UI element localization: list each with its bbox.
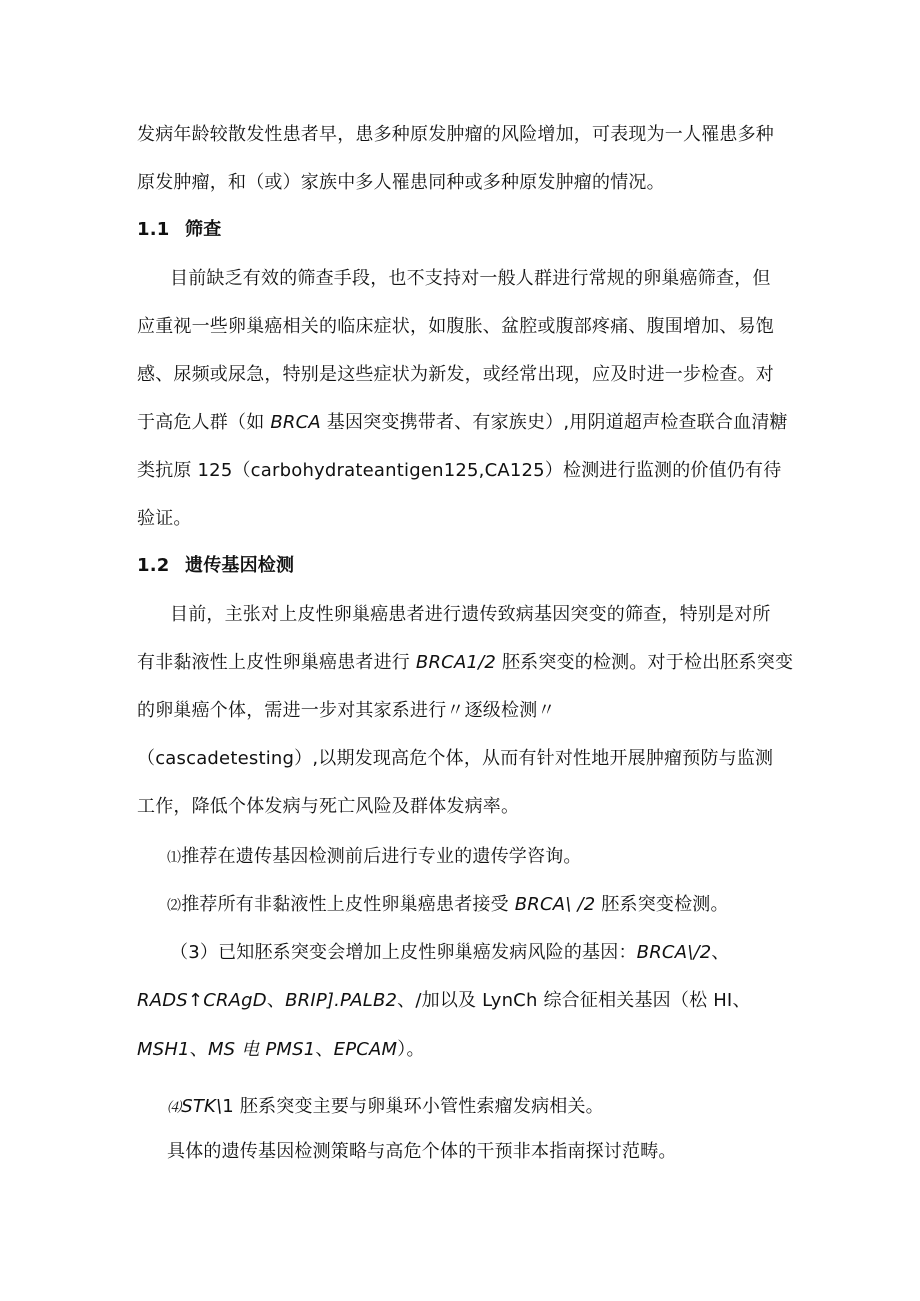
section-heading-1-1 <box>137 217 221 243</box>
list-item <box>167 844 582 871</box>
paragraph-line: 类抗原 125（carbohydrateantigen125,CA125）检测进行监测的价值仍有待 <box>137 460 782 481</box>
section-number: 1.1 <box>137 219 170 240</box>
text-run: 、 <box>315 1039 334 1060</box>
gene-name: STK\ <box>181 1096 223 1117</box>
paragraph-line: （cascadetesting）,以期发现高危个体，从而有针对性地开展肿瘤预防与监测 <box>137 748 774 769</box>
text-run: 有非黏液性上皮性卵巢癌患者进行 <box>137 652 416 673</box>
paragraph-line: 工作，降低个体发病与死亡风险及群体发病率。 <box>137 796 520 817</box>
text-run: 推荐所有非黏液性上皮性卵巢癌患者接受 <box>181 894 515 915</box>
closing-sentence: 具体的遗传基因检测策略与高危个体的干预非本指南探讨范畴。 <box>167 1141 677 1162</box>
paragraph-line: 感、尿频或尿急，特别是这些症状为新发，或经常出现，应及时进一步检查。对 <box>137 364 774 385</box>
gene-name: EPCAM <box>333 1039 398 1060</box>
gene-name: MS 电 PMS1 <box>207 1039 316 1060</box>
text-run: 于高危人群（如 <box>137 412 271 433</box>
paragraph-line: 应重视一些卵巢癌相关的临床症状，如腹胀、盆腔或腹部疼痛、腹围增加、易饱 <box>137 316 774 337</box>
list-item <box>170 940 730 966</box>
paragraph-line: 目前，主张对上皮性卵巢癌患者进行遗传致病基因突变的筛查，特别是对所 <box>170 604 771 625</box>
paragraph-line <box>137 650 793 676</box>
section-title: 筛查 <box>185 219 222 240</box>
list-item <box>167 1094 604 1121</box>
gene-name: BRCA <box>270 412 321 433</box>
section-title: 遗传基因检测 <box>185 555 295 576</box>
gene-name: BRCA\/2 <box>636 942 712 963</box>
gene-name: MSH1 <box>137 1039 190 1060</box>
text-run: 、 <box>189 1039 208 1060</box>
list-item <box>167 892 729 919</box>
section-number: 1.2 <box>137 555 170 576</box>
text-run: 基因突变携带者、有家族史）,用阴道超声检查联合血清糖 <box>320 412 788 433</box>
paragraph-line: 的卵巢癌个体，需进一步对其家系进行〃逐级检测〃 <box>137 700 556 721</box>
text-run: 、/加以及 LynCh 综合征相关基因（松 HI、 <box>397 990 751 1011</box>
text-run: 胚系突变检测。 <box>595 894 729 915</box>
list-number: ⑷ <box>167 1100 182 1116</box>
gene-name: BRCA\ /2 <box>514 894 596 915</box>
text-run: 胚系突变的检测。对于检出胚系突变 <box>496 652 794 673</box>
text-run: 推荐在遗传基因检测前后进行专业的遗传学咨询。 <box>181 846 582 867</box>
gene-name: BRIP].PALB2 <box>285 990 398 1011</box>
list-number: ⑴ <box>167 850 182 866</box>
list-item-continuation <box>137 1037 425 1063</box>
list-number: ⑵ <box>167 898 182 914</box>
paragraph-line: 目前缺乏有效的筛查手段，也不支持对一般人群进行常规的卵巢癌筛查，但 <box>170 268 771 289</box>
list-number: （3） <box>170 942 219 963</box>
intro-line-1: 发病年龄较散发性患者早，患多种原发肿瘤的风险增加，可表现为一人罹患多种 <box>137 124 774 145</box>
text-run: 已知胚系突变会增加上皮性卵巢癌发病风险的基因： <box>218 942 637 963</box>
text-run: 1 胚系突变主要与卵巢环小管性索瘤发病相关。 <box>222 1096 604 1117</box>
text-run: ）。 <box>397 1039 425 1060</box>
gene-name: RADS↑CRAgD <box>137 990 267 1011</box>
gene-name: BRCA1/2 <box>415 652 497 673</box>
list-item-continuation <box>137 988 751 1014</box>
intro-line-2: 原发肿瘤，和（或）家族中多人罹患同种或多种原发肿瘤的情况。 <box>137 172 665 193</box>
paragraph-line <box>137 410 788 436</box>
text-run: 、 <box>266 990 286 1011</box>
paragraph-line: 验证。 <box>137 508 192 529</box>
section-heading-1-2 <box>137 553 294 579</box>
text-run: 、 <box>711 942 730 963</box>
